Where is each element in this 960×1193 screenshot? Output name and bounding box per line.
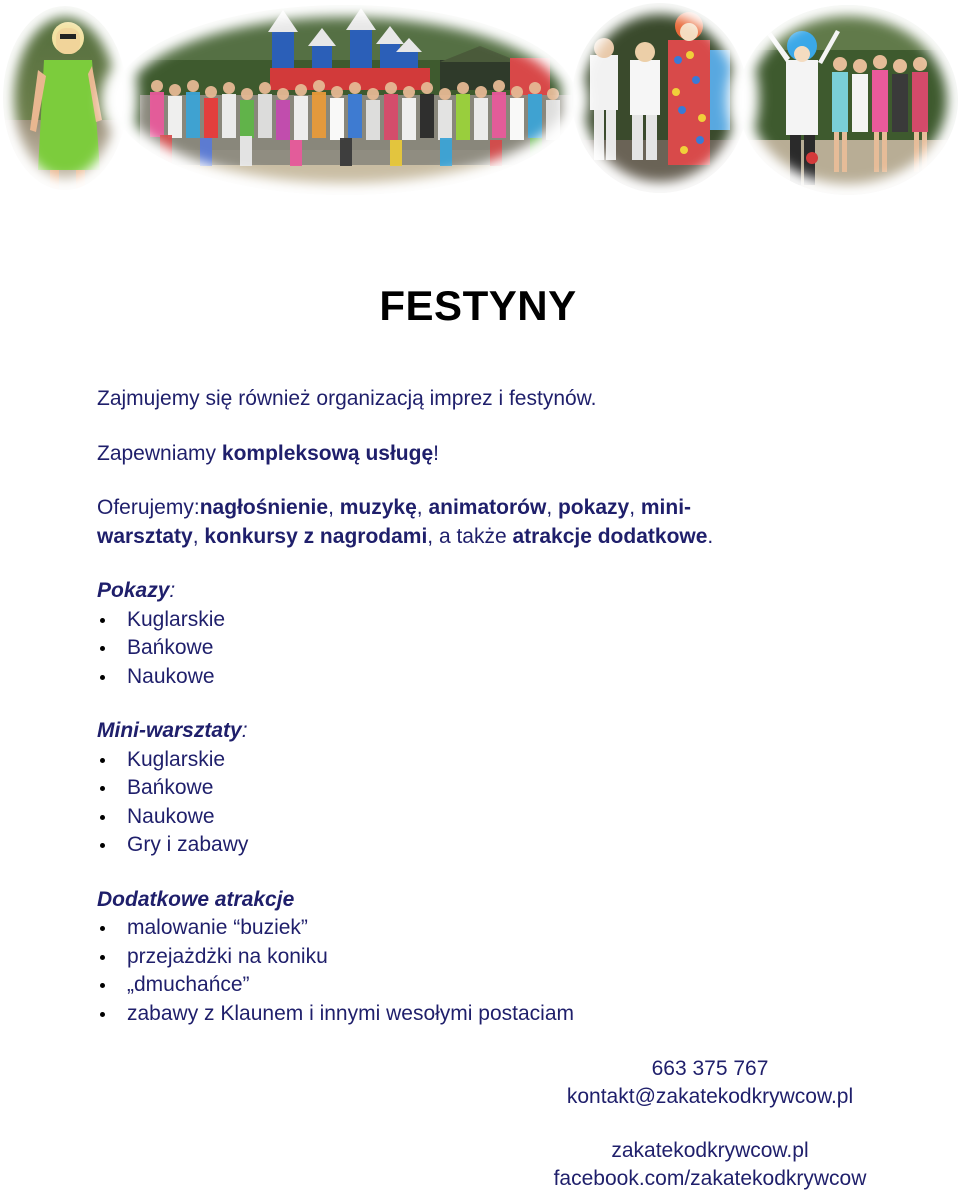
bullet-list [97, 606, 797, 692]
festival-photos-collage [0, 0, 960, 205]
section-heading: Mini-warsztaty: [97, 719, 248, 742]
service-paragraph: Zapewniamy kompleksową usługę! [97, 441, 439, 465]
list-item: Gry i zabawy [97, 831, 797, 860]
intro-paragraph: Zajmujemy się również organizacją imprez i festynów. [97, 387, 597, 410]
list-item: Bańkowe [97, 634, 797, 663]
offer-paragraph: Oferujemy:nagłośnienie, muzykę, animatorów, pokazy, mini-warsztaty, konkursy z nagrodami, a także atrakcje dodatkowe. [97, 496, 714, 548]
list-item: przejażdżki na koniku [97, 943, 797, 972]
photo-banner [0, 0, 960, 205]
contact-block [510, 1055, 910, 1193]
section-mini-warsztaty [97, 717, 797, 860]
list-item: Kuglarskie [97, 746, 797, 775]
phone-number: 663 375 767 [651, 1057, 769, 1080]
spacer [510, 1111, 910, 1137]
bullet-list [97, 914, 797, 1028]
list-item: „dmuchańce” [97, 971, 797, 1000]
list-item: malowanie “buziek” [97, 914, 797, 943]
facebook-link[interactable]: facebook.com/zakatekodkrywcow [553, 1167, 867, 1190]
section-heading: Pokazy: [97, 579, 176, 602]
section-dodatkowe-atrakcje [97, 886, 797, 1029]
section-heading: Dodatkowe atrakcje [97, 887, 295, 911]
list-item: Naukowe [97, 803, 797, 832]
list-item: zabawy z Klaunem i innymi wesołymi postaciam [97, 1000, 797, 1029]
page-title: FESTYNY [379, 282, 577, 329]
bullet-list [97, 746, 797, 860]
list-item: Naukowe [97, 663, 797, 692]
email-link[interactable]: kontakt@zakatekodkrywcow.pl [566, 1085, 854, 1108]
list-item: Kuglarskie [97, 606, 797, 635]
main-content [97, 385, 797, 1054]
section-pokazy [97, 577, 797, 691]
website-link[interactable]: zakatekodkrywcow.pl [611, 1139, 809, 1162]
list-item: Bańkowe [97, 774, 797, 803]
